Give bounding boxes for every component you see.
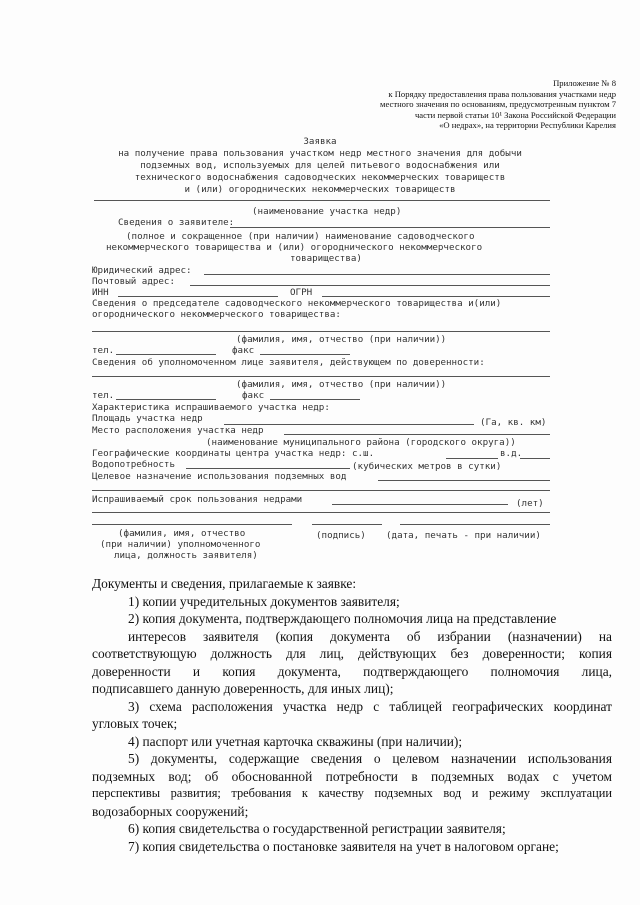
fio-caption: (фамилия, имя, отчество (при наличии)) [236, 379, 447, 390]
plot-location-field [284, 434, 550, 435]
signature-date-field [400, 524, 550, 525]
plot-area-label: Площадь участка недр [92, 413, 203, 424]
doc-item: интересов заявителя (копия документа об избрании (назначении) на [128, 628, 612, 644]
term-label: Испрашиваемый срок пользования недрами [92, 494, 303, 505]
postal-address-label: Почтовый адрес: [92, 276, 175, 287]
fax-field [270, 399, 360, 400]
doc-item: 4) паспорт или учетная карточка скважины (при наличии); [128, 733, 463, 749]
doc-item: 6) копия свидетельства о государственной регистрации заявителя; [128, 821, 506, 836]
purpose-label: Целевое назначение использования подземных вод [92, 471, 347, 482]
doc-item: подземных вод; об обоснованной потребности в подземных водах с учетом [92, 768, 612, 784]
signature-caption: (при наличии) уполномоченного [100, 539, 261, 550]
title-line: и (или) огороднических некоммерческих товариществ [184, 184, 456, 195]
years-units: (лет) [516, 498, 544, 509]
signature-caption: лица, должность заявителя) [114, 550, 258, 561]
signature-caption: (дата, печать - при наличии) [386, 530, 541, 541]
water-need-label: Водопотребность [92, 459, 175, 470]
attached-documents [92, 575, 612, 855]
divider [92, 512, 550, 513]
applicant-caption: (полное и сокращенное (при наличии) наименование садоводческого [126, 231, 475, 242]
doc-item: соответствующую должность для лиц, действующих без доверенности; копия [92, 646, 612, 661]
title-line: подземных вод, используемых для целей питьевого водоснабжения или [140, 160, 500, 171]
applicant-info-label: Сведения о заявителе: [118, 217, 235, 228]
doc-item: угловых точек; [92, 716, 178, 731]
chairman-field [92, 331, 550, 332]
doc-item: 2) копия документа, подтверждающего полномочия лица на представление [128, 611, 557, 626]
tel-field [116, 354, 216, 355]
legal-address-field [204, 274, 550, 275]
legal-address-label: Юридический адрес: [92, 265, 192, 276]
applicant-caption: некоммерческого товарищества и (или) огороднического некоммерческого [106, 242, 483, 253]
representative-field [92, 376, 550, 377]
ogrn-label: ОГРН [290, 287, 313, 298]
tel-label: тел. [92, 345, 115, 356]
doc-item: перспективы развития; требования к качеству подземных вод и режиму эксплуатации [92, 786, 612, 800]
docs-heading: Документы и сведения, прилагаемые к заявке: [92, 576, 357, 591]
plot-name-caption: (наименование участка недр) [252, 206, 402, 217]
doc-item: подписавшего данную доверенность, для иных лиц); [92, 681, 394, 696]
header-line: к Порядку предоставления права пользования участками недр [388, 88, 616, 99]
ogrn-field [322, 296, 550, 297]
area-units: (Га, кв. км) [480, 417, 547, 428]
doc-item: 5) документы, содержащие сведения о целевом назначении использования [128, 751, 612, 766]
header-line: местного значения по основаниям, предусмотренным пунктом 7 [380, 99, 616, 109]
inn-label: ИНН [92, 287, 109, 298]
plot-name-field [94, 200, 550, 201]
applicant-field [230, 227, 550, 228]
municipal-caption: (наименование муниципального района (городского округа)) [206, 437, 516, 448]
header-line: Приложение № 8 [553, 78, 616, 88]
appendix-header [286, 78, 616, 131]
tel-field [116, 399, 216, 400]
applicant-caption: товарищества) [290, 253, 362, 264]
signature-fio-field [92, 524, 292, 525]
chairman-info-label: Сведения о председателе садоводческого некоммерческого товарищества и(или) [92, 298, 502, 309]
doc-item: 1) копии учредительных документов заявителя; [128, 593, 400, 609]
header-line: «О недрах», на территории Республики Карелия [439, 120, 616, 130]
longitude-label: в.д. [500, 448, 523, 459]
water-units: (кубических метров в сутки) [352, 461, 502, 472]
fax-field [260, 354, 350, 355]
longitude-field [520, 458, 550, 459]
geo-coords-label: Географические координаты центра участка недр: с.ш. [92, 448, 375, 459]
doc-item: 3) схема расположения участка недр с таблицей географических координат [128, 698, 612, 714]
chairman-info-label: огороднического некоммерческого товарищества: [92, 309, 341, 320]
plot-char-label: Характеристика испрашиваемого участка недр: [92, 402, 330, 413]
inn-field [118, 296, 278, 297]
header-line: части первой статьи 10¹ Закона Российской Федерации [414, 109, 616, 120]
signature-field [312, 524, 382, 525]
purpose-field-2 [92, 490, 550, 491]
fax-label: факс [242, 390, 265, 401]
fax-label: факс [232, 345, 255, 356]
signature-caption: (фамилия, имя, отчество [118, 528, 246, 539]
tel-label: тел. [92, 390, 115, 401]
postal-address-field [190, 285, 550, 286]
title-line: технического водоснабжения садоводческих некоммерческих товариществ [134, 172, 506, 183]
purpose-field [378, 480, 550, 481]
doc-item: водозаборных сооружений; [92, 803, 249, 819]
doc-item: доверенности и копия документа, подтверждающего полномочия лица, [92, 663, 612, 679]
water-need-field [186, 468, 350, 469]
representative-info-label: Сведения об уполномоченном лице заявителя, действующем по доверенности: [92, 357, 485, 368]
fio-caption: (фамилия, имя, отчество (при наличии)) [236, 334, 447, 345]
form-title: Заявка [303, 136, 337, 147]
signature-caption: (подпись) [316, 530, 366, 541]
latitude-field [446, 458, 498, 459]
doc-item: 7) копия свидетельства о постановке заявителя на учет в налоговом органе; [128, 838, 559, 854]
plot-location-label: Место расположения участка недр [92, 425, 264, 436]
term-field [332, 504, 508, 505]
title-line: на получение права пользования участком недр местного значения для добычи [118, 148, 522, 159]
